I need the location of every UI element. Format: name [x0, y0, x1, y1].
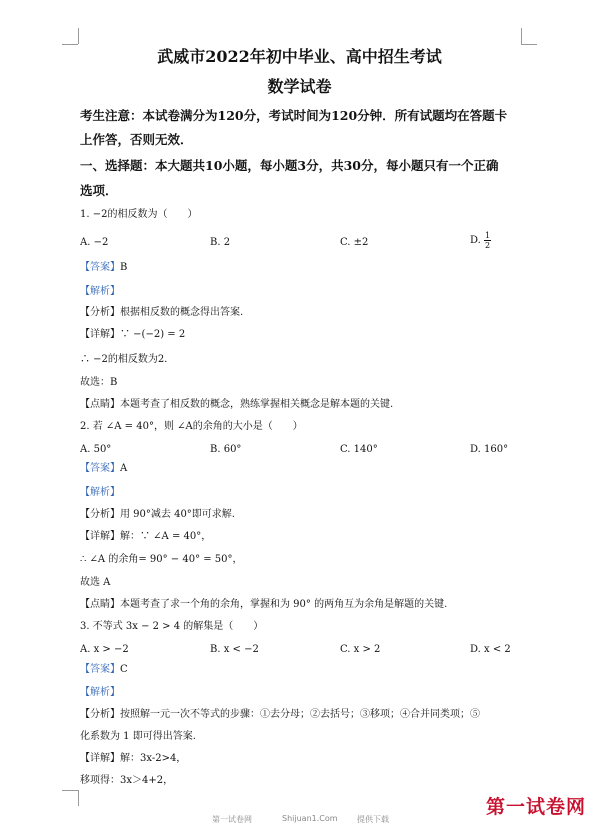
crop-mark-bottom-left: [62, 790, 78, 791]
section-heading-line-2: 选项．: [80, 183, 118, 198]
q3-detail: 【详解】解：3x-2>4，: [80, 753, 187, 764]
crop-mark-top-right: [521, 44, 537, 45]
q2-option-a: A. 50°: [80, 444, 112, 455]
q1-option-b: B. 2: [210, 237, 231, 248]
q2-option-c: C. 140°: [340, 444, 378, 455]
q2-fenxi: 【分析】用 90°减去 40°即可求解.: [80, 509, 235, 520]
q1-fenxi: 【分析】根据相反数的概念得出答案.: [80, 307, 244, 318]
q2-option-d: D. 160°: [470, 444, 509, 455]
q1-answer: 【答案】B: [80, 262, 128, 273]
q1-comment: 【点睛】本题考查了相反数的概念，熟练掌握相关概念是解本题的关键.: [80, 399, 394, 410]
exam-subtitle: 数学试卷: [267, 77, 332, 96]
site-logo: 第一试卷网: [486, 796, 587, 818]
q3-option-c: C. x > 2: [340, 644, 381, 655]
q2-choose: 故选 A: [80, 577, 111, 588]
fraction-one-half: $\frac{1}{2}$: [485, 231, 491, 250]
q3-option-a: A. x > −2: [80, 644, 129, 655]
footer-right: 提供下载: [357, 815, 389, 824]
q3-fenxi: 【分析】按照解一元一次不等式的步骤：①去分母；②去括号；③移项；④合并同类项；⑤: [80, 709, 480, 720]
q2-stem: 2. 若 ∠A = 40°，则 ∠A的余角的大小是（ ）: [80, 421, 303, 432]
footer-left: 第一试卷网: [212, 815, 252, 824]
q1-option-a: A. −2: [80, 237, 109, 248]
q2-comment: 【点睛】本题考查了求一个角的余角，掌握和为 90° 的两角互为余角是解题的关键.: [80, 599, 448, 610]
q1-choose: 故选：B: [80, 377, 118, 388]
q2-option-b: B. 60°: [210, 444, 242, 455]
exam-title: 武威市2022年初中毕业、高中招生考试: [157, 47, 442, 66]
crop-mark-bottom-left: [78, 790, 79, 806]
q1-step: ∴ −2的相反数为2．: [80, 354, 175, 365]
crop-mark-top-left: [62, 44, 78, 45]
q1-option-d: [470, 231, 491, 250]
q3-answer: 【答案】C: [80, 664, 128, 675]
q2-detail: 【详解】解：∵ ∠A = 40°，: [80, 531, 212, 542]
q3-option-b: B. x < −2: [210, 644, 259, 655]
q3-fenxi-continued: 化系数为 1 即可得出答案.: [80, 731, 196, 742]
q1-analysis-tag: 【解析】: [80, 286, 120, 297]
footer-site[interactable]: Shijuan1.Com: [282, 814, 338, 823]
q1-stem: 1. −2的相反数为（ ）: [80, 209, 198, 220]
q1-option-d-label: D.: [470, 235, 481, 246]
q3-stem: 3. 不等式 3x − 2 > 4 的解集是（ ）: [80, 621, 264, 632]
q2-answer: 【答案】A: [80, 463, 128, 474]
q1-detail: 【详解】∵ −(−2) = 2: [80, 329, 186, 340]
q3-analysis-tag: 【解析】: [80, 687, 120, 698]
q1-option-c: C. ±2: [340, 237, 369, 248]
q3-option-d: D. x < 2: [470, 644, 511, 655]
notice-line-2: 上作答，否则无效．: [80, 132, 193, 147]
crop-mark-top-left: [78, 28, 79, 44]
q2-step: ∴ ∠A 的余角= 90° − 40° = 50°，: [80, 554, 243, 565]
crop-mark-top-right: [521, 28, 522, 44]
q3-step: 移项得：3x＞4+2，: [80, 775, 174, 786]
notice-line-1: 考生注意：本试卷满分为120分，考试时间为120分钟．所有试题均在答题卡: [80, 108, 508, 123]
section-heading-line-1: 一、选择题：本大题共10小题，每小题3分，共30分，每小题只有一个正确: [80, 158, 499, 173]
q2-analysis-tag: 【解析】: [80, 487, 120, 498]
